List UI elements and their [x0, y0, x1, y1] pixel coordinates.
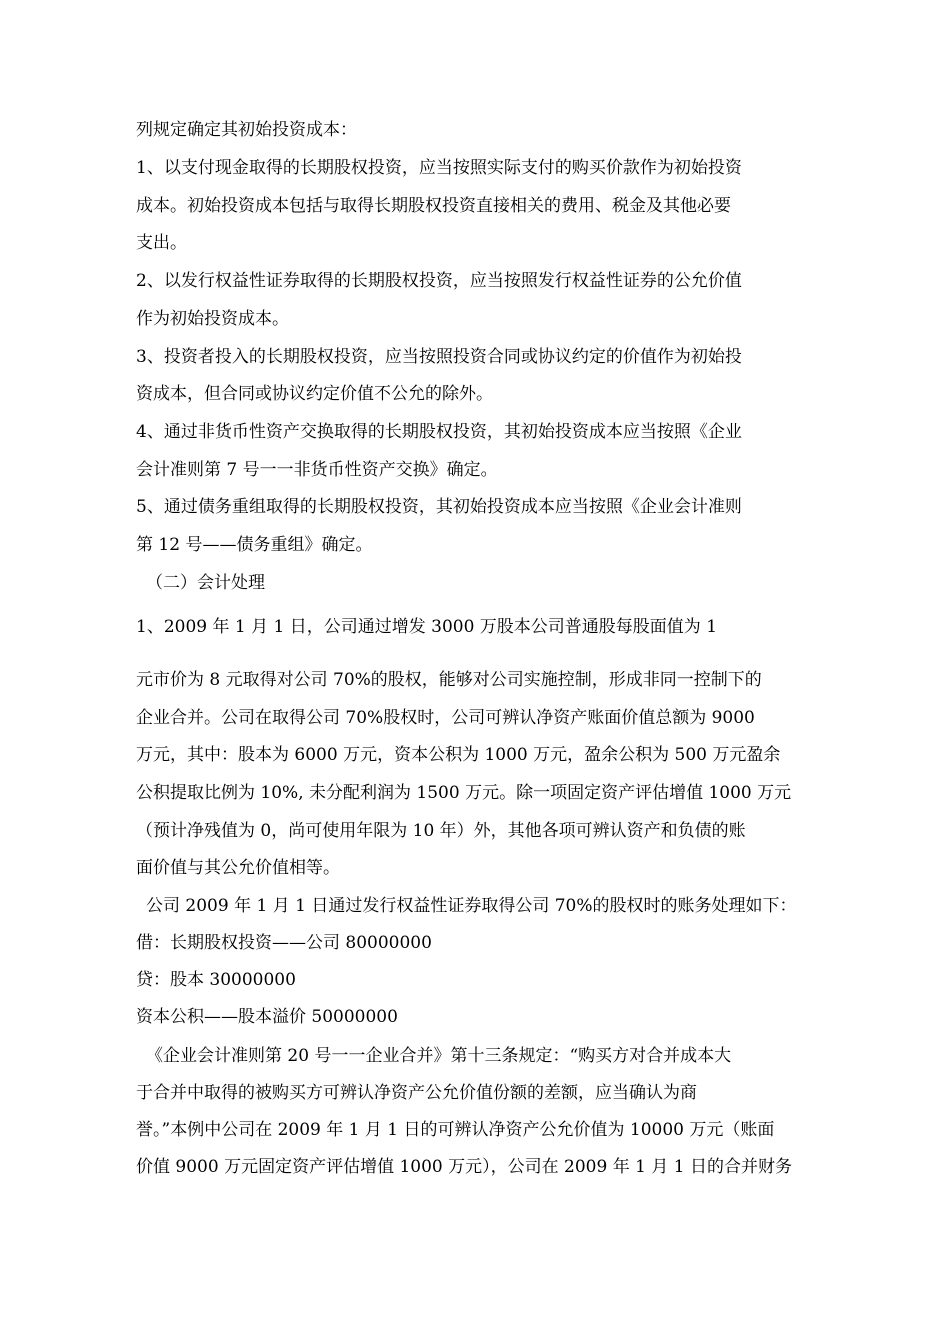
text-line: 1、2009 年 1 月 1 日，公司通过增发 3000 万股本公司普通股每股面值为 1 — [136, 617, 718, 637]
section-heading: （二）会计处理 — [146, 573, 265, 593]
text-line: 成本。初始投资成本包括与取得长期股权投资直接相关的费用、税金及其他必要 — [136, 196, 731, 216]
text-line: 第 12 号——债务重组》确定。 — [136, 535, 373, 555]
text-line: 作为初始投资成本。 — [136, 309, 289, 329]
text-line: 元市价为 8 元取得对公司 70%的股权，能够对公司实施控制，形成非同一控制下的 — [136, 670, 762, 690]
text-line: 公司 2009 年 1 月 1 日通过发行权益性证券取得公司 70%的股权时的账务处理如下： — [146, 896, 797, 916]
text-line: 《企业会计准则第 20 号一一企业合并》第十三条规定：“购买方对合并成本大 — [146, 1046, 732, 1066]
text-line: 4、通过非货币性资产交换取得的长期股权投资，其初始投资成本应当按照《企业 — [136, 422, 742, 442]
journal-entry-credit: 资本公积——股本溢价 50000000 — [136, 1007, 398, 1027]
text-line: 1、以支付现金取得的长期股权投资，应当按照实际支付的购买价款作为初始投资 — [136, 158, 742, 178]
text-line: 会计准则第 7 号一一非货币性资产交换》确定。 — [136, 460, 498, 480]
text-line: 公积提取比例为 10%, 未分配利润为 1500 万元。除一项固定资产评估增值 1000 万元 — [136, 783, 792, 803]
text-line: 价值 9000 万元固定资产评估增值 1000 万元），公司在 2009 年 1 月 1 日的合并财务 — [136, 1157, 792, 1177]
text-line: 企业合并。公司在取得公司 70%股权时，公司可辨认净资产账面价值总额为 9000 — [136, 708, 755, 728]
text-line: 资成本，但合同或协议约定价值不公允的除外。 — [136, 384, 493, 404]
journal-entry-debit: 借：长期股权投资——公司 80000000 — [136, 933, 432, 953]
text-line: 支出。 — [136, 233, 187, 253]
text-line: 于合并中取得的被购买方可辨认净资产公允价值份额的差额，应当确认为商 — [136, 1083, 697, 1103]
text-line: 万元，其中：股本为 6000 万元，资本公积为 1000 万元，盈余公积为 500 万元盈余 — [136, 745, 781, 765]
text-line: 面价值与其公允价值相等。 — [136, 858, 340, 878]
text-line: 2、以发行权益性证券取得的长期股权投资，应当按照发行权益性证券的公允价值 — [136, 271, 742, 291]
text-line: 5、通过债务重组取得的长期股权投资，其初始投资成本应当按照《企业会计准则 — [136, 497, 742, 517]
text-line: 3、投资者投入的长期股权投资，应当按照投资合同或协议约定的价值作为初始投 — [136, 347, 742, 367]
text-line: 誉。”本例中公司在 2009 年 1 月 1 日的可辨认净资产公允价值为 10000 万元（账面 — [136, 1120, 775, 1140]
journal-entry-credit: 贷：股本 30000000 — [136, 970, 296, 990]
text-line: （预计净残值为 0，尚可使用年限为 10 年）外，其他各项可辨认资产和负债的账 — [136, 821, 746, 841]
text-line: 列规定确定其初始投资成本： — [136, 120, 357, 140]
